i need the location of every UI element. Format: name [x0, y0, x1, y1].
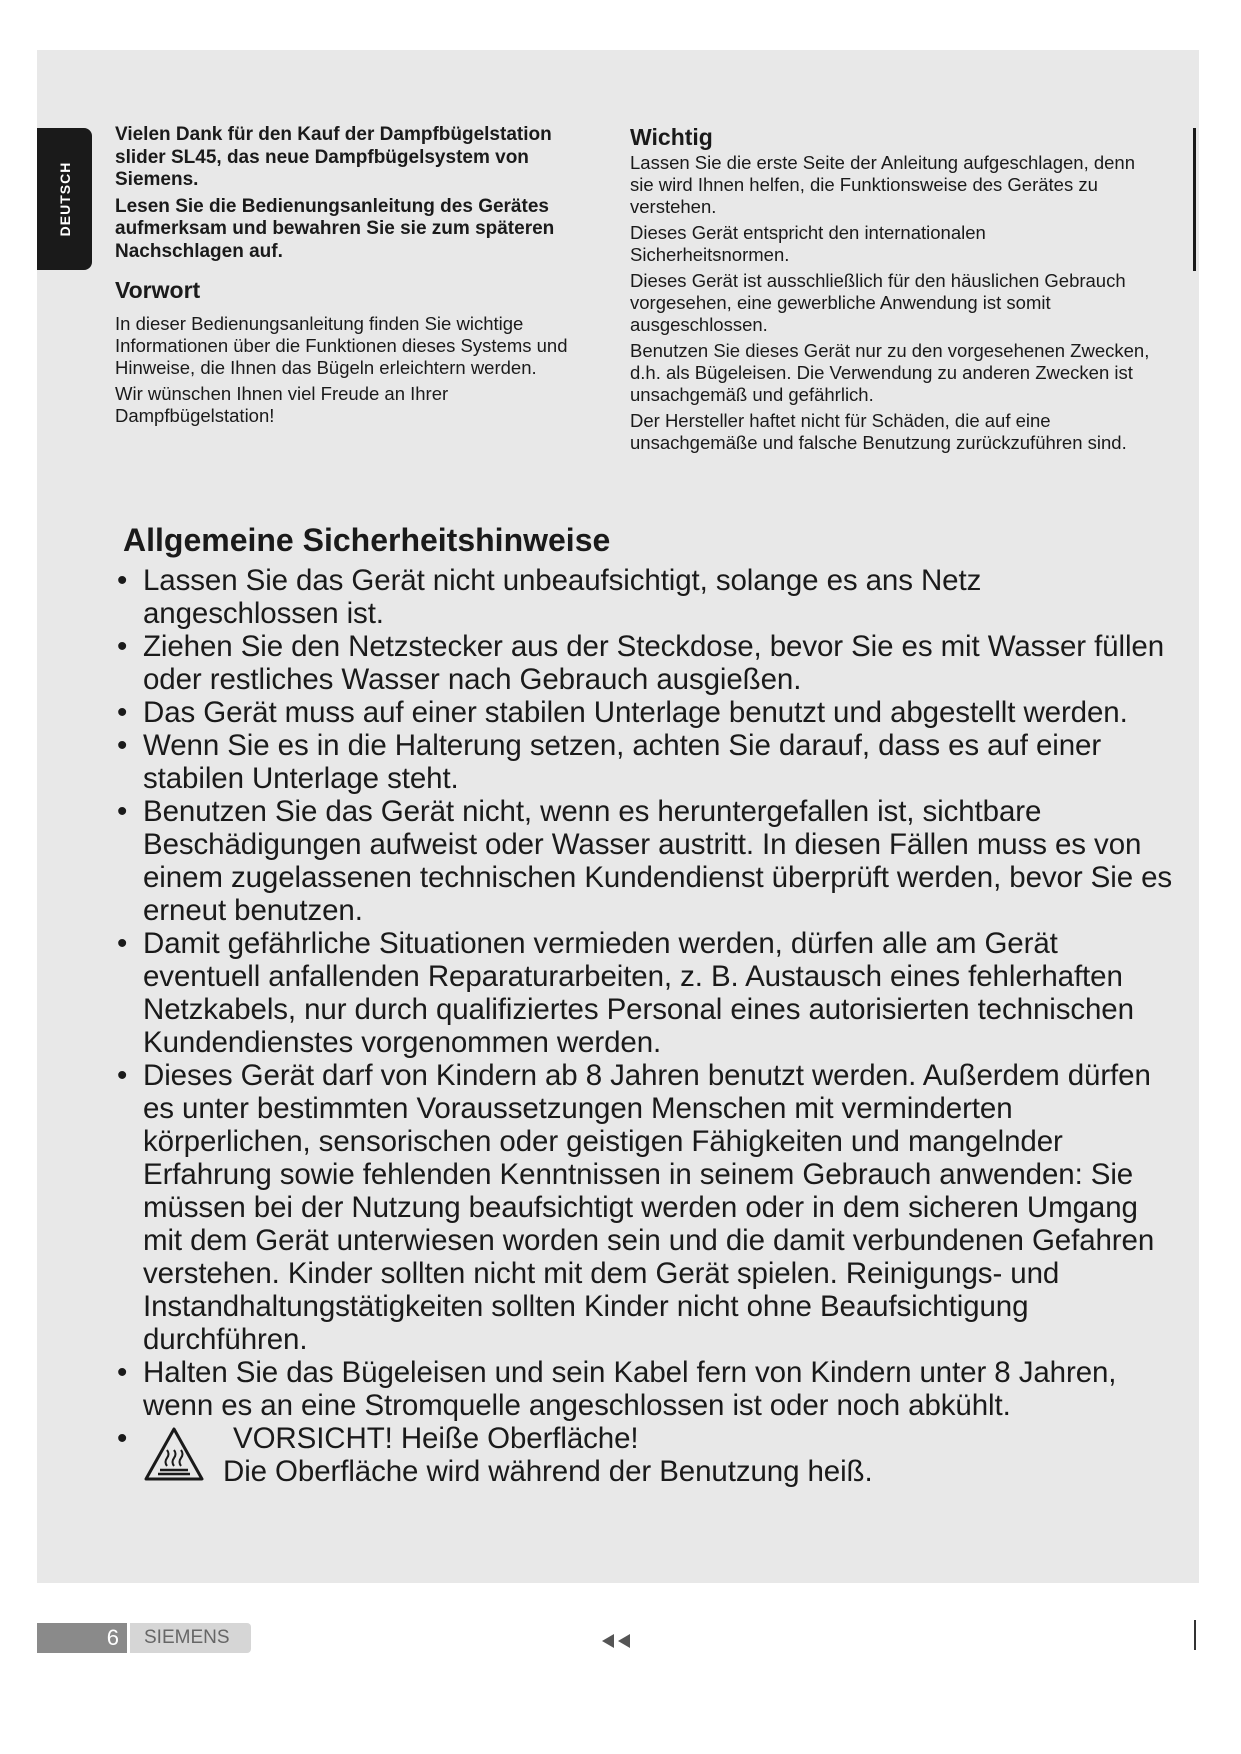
rewind-arrows-icon[interactable]	[600, 1633, 634, 1649]
important-paragraph-3: Dieses Gerät ist ausschließlich für den häuslichen Gebrauch vorgesehen, eine gewerbliche Anwendung ist somit ausgeschlossen.	[630, 270, 1126, 335]
hot-surface-icon	[143, 1426, 205, 1482]
safety-section	[117, 522, 1183, 1492]
safety-item: • Das Gerät muss auf einer stabilen Unterlage benutzt und abgestellt werden.	[117, 696, 1128, 729]
intro-read-manual: Lesen Sie die Bedienungsanleitung des Gerätes aufmerksam und bewahren Sie sie zum späteren Nachschlagen auf.	[115, 195, 555, 262]
brand-label: SIEMENS	[127, 1623, 251, 1653]
right-column	[630, 124, 1150, 458]
warning-title: VORSICHT! Heiße Oberfläche!	[233, 1422, 639, 1455]
right-margin-bar	[1193, 128, 1196, 271]
language-tab-label: DEUTSCH	[56, 161, 73, 237]
safety-title: Allgemeine Sicherheitshinweise	[123, 522, 611, 558]
safety-item: • Dieses Gerät darf von Kindern ab 8 Jahren benutzt werden. Außerdem dürfen es unter bestimmten Voraussetzungen Menschen mit verminderten körperlichen, sensorischen oder geistigen Fähigkeiten und mangelnder Erfahrung sowie fehlenden Kenntnissen in seinem Gebrauch anwenden: Sie müssen bei der Nutzung beaufsichtigt werden oder in dem sicheren Umgang mit dem Gerät unterwiesen worden sein und die damit verbundenen Gefahren verstehen. Kinder sollten nicht mit dem Gerät spielen. Reinigungs- und Instandhaltungstätigkeiten sollten Kinder nicht ohne Beaufsichtigung durchführen.	[117, 1059, 1155, 1356]
safety-item: • Lassen Sie das Gerät nicht unbeaufsichtigt, solange es ans Netz angeschlossen ist.	[117, 564, 982, 630]
hot-surface-warning: • VORSICHT! Heiße Oberfläche! Die Oberfläche wird während der Benutzung heiß.	[117, 1422, 873, 1488]
important-paragraph-1: Lassen Sie die erste Seite der Anleitung aufgeschlagen, denn sie wird Ihnen helfen, die Funktionsweise des Gerätes zu verstehen.	[630, 152, 1136, 217]
important-paragraph-5: Der Hersteller haftet nicht für Schäden, die auf eine unsachgemäße und falsche Benutzung zurückzuführen sind.	[630, 410, 1127, 453]
safety-item: • Halten Sie das Bügeleisen und sein Kabel fern von Kindern unter 8 Jahren, wenn es an eine Stromquelle angeschlossen ist oder noch abkühlt.	[117, 1356, 1117, 1422]
language-tab	[37, 128, 92, 270]
intro-thanks: Vielen Dank für den Kauf der Dampfbügelstation slider SL45, das neue Dampfbügelsystem von Siemens.	[115, 124, 552, 190]
foreword-title: Vorwort	[115, 277, 201, 303]
safety-item: • Wenn Sie es in die Halterung setzen, achten Sie darauf, dass es auf einer stabilen Unterlage steht.	[117, 729, 1102, 795]
warning-text: Die Oberfläche wird während der Benutzung heiß.	[223, 1455, 873, 1488]
foreword-paragraph: In dieser Bedienungsanleitung finden Sie wichtige Informationen über die Funktionen dieses Systems und Hinweise, die Ihnen das Bügeln erleichtern werden.	[115, 313, 568, 378]
right-margin-bar-bottom	[1194, 1620, 1196, 1650]
page-number: 6	[37, 1623, 127, 1653]
left-column	[115, 124, 605, 431]
safety-item: • Damit gefährliche Situationen vermieden werden, dürfen alle am Gerät eventuell anfallenden Reparaturarbeiten, z. B. Austausch eines fehlerhaften Netzkabels, nur durch qualifiziertes Personal eines autorisierten technischen Kundendienstes vorgenommen werden.	[117, 927, 1134, 1059]
safety-list	[117, 564, 1183, 1492]
foreword-wish: Wir wünschen Ihnen viel Freude an Ihrer Dampfbügelstation!	[115, 383, 449, 426]
important-title: Wichtig	[630, 124, 713, 150]
safety-item: • Benutzen Sie das Gerät nicht, wenn es heruntergefallen ist, sichtbare Beschädigungen aufweist oder Wasser austritt. In diesen Fällen muss es von einem zugelassenen technischen Kundendienst überprüft werden, bevor Sie es erneut benutzen.	[117, 795, 1173, 927]
important-paragraph-4: Benutzen Sie dieses Gerät nur zu den vorgesehenen Zwecken, d.h. als Bügeleisen. Die Verwendung zu anderen Zwecken ist unsachgemäß und gefährlich.	[630, 340, 1150, 405]
safety-item: • Ziehen Sie den Netzstecker aus der Steckdose, bevor Sie es mit Wasser füllen oder restliches Wasser nach Gebrauch ausgießen.	[117, 630, 1165, 696]
important-paragraph-2: Dieses Gerät entspricht den internationalen Sicherheitsnormen.	[630, 222, 986, 265]
